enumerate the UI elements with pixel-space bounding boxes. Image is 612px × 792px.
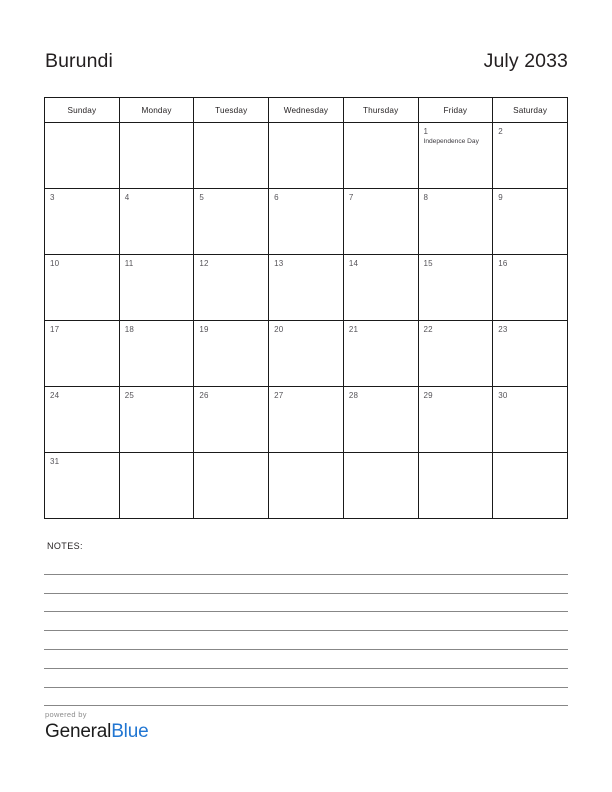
weekday-header-row [45, 98, 568, 123]
notes-lines [44, 556, 568, 706]
day-number: 10 [50, 259, 60, 268]
day-number: 21 [348, 325, 359, 334]
powered-by-label: powered by [45, 710, 87, 719]
calendar-empty-cell [45, 123, 120, 189]
day-number: 3 [50, 193, 55, 202]
calendar-empty-cell [343, 453, 418, 519]
weekday-header-thursday: Thursday [343, 98, 418, 123]
brand-name-blue: Blue [111, 721, 149, 742]
calendar-day-cell[interactable] [343, 321, 418, 387]
day-number: 4 [124, 193, 130, 202]
calendar-day-cell[interactable] [418, 387, 493, 453]
day-number: 14 [348, 259, 359, 268]
calendar-day-cell[interactable] [343, 255, 418, 321]
calendar-day-cell[interactable] [45, 189, 120, 255]
calendar-empty-cell [119, 123, 194, 189]
day-number: 31 [50, 457, 60, 466]
day-number: 26 [199, 391, 209, 400]
calendar-day-cell[interactable] [493, 387, 568, 453]
calendar-week-row [45, 453, 568, 519]
weekday-header-friday: Friday [418, 98, 493, 123]
note-line[interactable] [44, 556, 568, 575]
calendar-week-row [45, 189, 568, 255]
day-number: 13 [274, 259, 284, 268]
calendar-empty-cell [493, 453, 568, 519]
note-line[interactable] [44, 612, 568, 631]
weekday-header-monday: Monday [119, 98, 194, 123]
calendar-grid [44, 97, 568, 519]
calendar-day-cell[interactable] [493, 321, 568, 387]
day-number: 23 [498, 325, 508, 334]
calendar-week-row [45, 387, 568, 453]
calendar-day-cell[interactable] [119, 387, 194, 453]
day-number: 24 [50, 391, 60, 400]
day-number: 5 [199, 193, 205, 202]
calendar-day-cell[interactable] [418, 321, 493, 387]
day-number: 16 [498, 259, 508, 268]
calendar-day-cell[interactable] [418, 255, 493, 321]
day-number: 29 [423, 391, 433, 400]
weekday-header-sunday: Sunday [45, 98, 120, 123]
holiday-label: Independence Day [423, 138, 479, 145]
calendar-empty-cell [269, 453, 344, 519]
calendar-week-row [45, 123, 568, 189]
calendar-day-cell[interactable] [269, 255, 344, 321]
calendar-day-cell[interactable] [45, 453, 120, 519]
day-number: 28 [348, 391, 359, 400]
note-line[interactable] [44, 631, 568, 650]
calendar-day-cell[interactable] [493, 123, 568, 189]
calendar-day-cell[interactable] [418, 123, 493, 189]
calendar-day-cell[interactable] [119, 321, 194, 387]
note-line[interactable] [44, 688, 568, 707]
weekday-header-saturday: Saturday [493, 98, 568, 123]
calendar-day-cell[interactable] [45, 255, 120, 321]
calendar-day-cell[interactable] [493, 255, 568, 321]
notes-label: NOTES: [47, 541, 83, 551]
calendar-empty-cell [343, 123, 418, 189]
notes-section [44, 540, 568, 706]
day-number: 20 [274, 325, 284, 334]
page-title: Burundi [45, 50, 113, 72]
day-number: 7 [348, 193, 354, 202]
note-line[interactable] [44, 575, 568, 594]
calendar-day-cell[interactable] [269, 387, 344, 453]
calendar-day-cell[interactable] [119, 255, 194, 321]
calendar-week-row [45, 255, 568, 321]
calendar-day-cell[interactable] [269, 321, 344, 387]
calendar-day-cell[interactable] [343, 387, 418, 453]
day-number: 6 [274, 193, 279, 202]
calendar-header-row [45, 98, 568, 123]
weekday-header-tuesday: Tuesday [194, 98, 269, 123]
footer-logo [45, 710, 345, 743]
calendar-day-cell[interactable] [45, 321, 120, 387]
note-line[interactable] [44, 669, 568, 688]
brand-name [45, 721, 345, 743]
page-header [45, 49, 568, 89]
day-number: 17 [50, 325, 60, 334]
calendar-empty-cell [194, 123, 269, 189]
calendar-week-row [45, 321, 568, 387]
note-line[interactable] [44, 594, 568, 613]
calendar-day-cell[interactable] [45, 387, 120, 453]
day-number: 30 [498, 391, 508, 400]
calendar-day-cell[interactable] [194, 189, 269, 255]
brand-name-general: General [45, 721, 112, 742]
day-number: 27 [274, 391, 284, 400]
calendar-period: July 2033 [483, 50, 568, 72]
note-line[interactable] [44, 650, 568, 669]
calendar-body [45, 123, 568, 519]
calendar-day-cell[interactable] [269, 189, 344, 255]
calendar-day-cell[interactable] [119, 189, 194, 255]
weekday-header-wednesday: Wednesday [269, 98, 344, 123]
calendar-day-cell[interactable] [194, 321, 269, 387]
day-number: 11 [124, 259, 134, 268]
calendar-empty-cell [418, 453, 493, 519]
calendar-empty-cell [194, 453, 269, 519]
calendar-day-cell[interactable] [493, 189, 568, 255]
calendar-day-cell[interactable] [194, 387, 269, 453]
day-number: 12 [199, 259, 209, 268]
day-number: 8 [423, 193, 429, 202]
calendar-day-cell[interactable] [418, 189, 493, 255]
day-number: 1 [423, 127, 429, 136]
day-number: 19 [199, 325, 209, 334]
calendar-empty-cell [119, 453, 194, 519]
calendar-day-cell[interactable] [343, 189, 418, 255]
day-number: 2 [498, 127, 503, 136]
calendar-empty-cell [269, 123, 344, 189]
day-number: 22 [423, 325, 433, 334]
day-number: 25 [124, 391, 135, 400]
day-number: 15 [423, 259, 433, 268]
day-number: 9 [498, 193, 503, 202]
day-number: 18 [124, 325, 135, 334]
calendar-day-cell[interactable] [194, 255, 269, 321]
